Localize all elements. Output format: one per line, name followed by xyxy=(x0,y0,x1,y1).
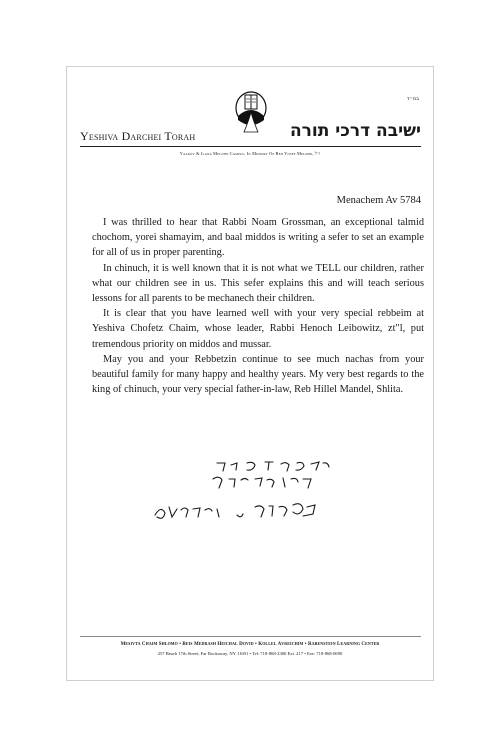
letter-body xyxy=(92,215,424,397)
letter-date: Menachem Av 5784 xyxy=(336,195,421,206)
letterhead-page xyxy=(66,66,434,681)
paragraph: It is clear that you have learned well with your very special rebbeim at Yeshiva Chofetz Chaim, whose leader, Rabbi Henoch Leibowitz, zt"l, put tremendous priority on middos and mussar. xyxy=(92,308,424,350)
paragraph: In chinuch, it is well known that it is not what we TELL our children, rather what our children see in us. This sefer explains this and will teach serious lessons for all parents to be mechanech their children. xyxy=(92,262,424,305)
campus-line: Yaakov & Ilana Melohn Campus, In Memory Of Reb Yosef Melohn, ז״ל xyxy=(179,151,321,156)
footer-divider xyxy=(80,636,421,637)
besd-mark: בס״ד xyxy=(406,96,419,102)
paragraph: May you and your Rebbetzin continue to see much nachas from your beautiful family for many happy and healthy years. My very best regards to the king of chinuch, your very special father-in-law, Reb Hillel Mandel, Shlita. xyxy=(92,353,424,396)
handwritten-signature xyxy=(107,455,357,535)
header-divider xyxy=(80,146,421,147)
paragraph: I was thrilled to hear that Rabbi Noam Grossman, an exceptional talmid chochom, yorei shamayim, and baal middos is writing a sefer to set an example for all of us in proper parenting. xyxy=(92,217,424,259)
school-name-hebrew: ישיבה דרכי תורה xyxy=(289,121,421,141)
footer-programs: Mesivta Chaim Shlomo • Beis Medrash Heichal Dovid • Kollel Avreichim • Rabenstein Learning Center xyxy=(120,642,380,647)
school-name-english: Yeshiva Darchei Torah xyxy=(80,129,196,143)
yeshiva-logo-icon xyxy=(234,90,268,134)
footer-address: 257 Beach 17th Street, Far Rockaway, NY 11691 • Tel: 718-868-2300 Ext. 217 • Fax: 718-868-0690 xyxy=(157,651,343,656)
